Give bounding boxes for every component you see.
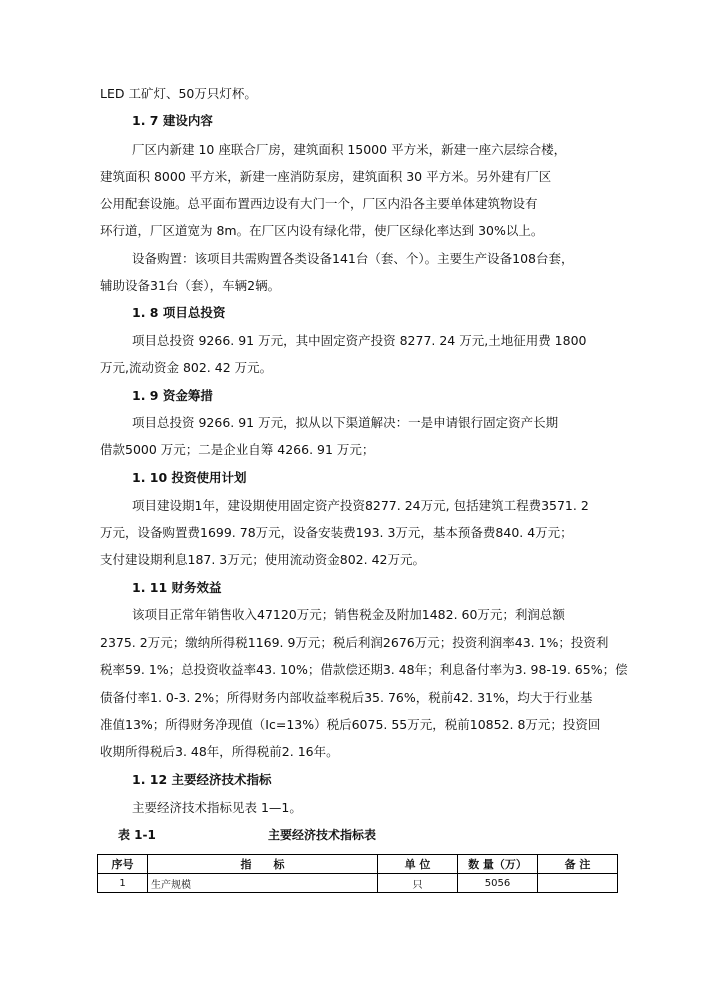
- body-line: 万元，设备购置费1699. 78万元，设备安装费193. 3万元，基本预备费840. 4万元；: [100, 525, 573, 540]
- body-line: 支付建设期利息187. 3万元；使用流动资金802. 42万元。: [100, 552, 425, 567]
- cell-index: 1: [98, 874, 148, 893]
- cell-unit: 只: [378, 874, 458, 893]
- section-heading: 1. 8 项目总投资: [132, 305, 226, 320]
- section-heading: 1. 9 资金筹措: [132, 388, 213, 403]
- body-line: 准值13%；所得财务净现值（Ic=13%）税后6075. 55万元，税前10852. 8万元；投资回: [100, 717, 601, 732]
- body-line: 公用配套设施。总平面布置西边设有大门一个，厂区内沿各主要单体建筑物设有: [100, 196, 538, 211]
- body-line: LED 工矿灯、50万只灯杯。: [100, 86, 257, 101]
- body-line: 辅助设备31台（套），车辆2辆。: [100, 278, 281, 293]
- body-line: 厂区内新建 10 座联合厂房，建筑面积 15000 平方米，新建一座六层综合楼，: [132, 142, 567, 157]
- body-line: 该项目正常年销售收入47120万元；销售税金及附加1482. 60万元；利润总额: [132, 607, 565, 622]
- body-line: 万元,流动资金 802. 42 万元。: [100, 360, 273, 375]
- section-heading: 1. 10 投资使用计划: [132, 470, 247, 485]
- col-header-indicator: 指 标: [148, 855, 378, 874]
- col-header-unit: 单 位: [378, 855, 458, 874]
- section-heading: 1. 7 建设内容: [132, 113, 213, 128]
- col-header-remark: 备 注: [538, 855, 618, 874]
- col-header-quantity: 数 量（万）: [458, 855, 538, 874]
- table-header-row: [98, 855, 618, 874]
- section-heading: 1. 11 财务效益: [132, 580, 222, 595]
- body-line: 债备付率1. 0-3. 2%；所得财务内部收益率税后35. 76%，税前42. 31%，均大于行业基: [100, 690, 593, 705]
- section-heading: 1. 12 主要经济技术指标: [132, 772, 272, 787]
- body-line: 项目建设期1年，建设期使用固定资产投资8277. 24万元, 包括建筑工程费3571. 2: [132, 498, 589, 513]
- body-line: 环行道，厂区道宽为 8m。在厂区内设有绿化带，使厂区绿化率达到 30%以上。: [100, 223, 544, 238]
- table-row: [98, 874, 618, 893]
- body-line: 建筑面积 8000 平方米，新建一座消防泵房，建筑面积 30 平方米。另外建有厂区: [100, 169, 552, 184]
- body-line: 借款5000 万元；二是企业自筹 4266. 91 万元；: [100, 442, 375, 457]
- body-line: 2375. 2万元；缴纳所得税1169. 9万元；税后利润2676万元；投资利润率43. 1%；投资利: [100, 635, 609, 650]
- body-line: 设备购置：该项目共需购置各类设备141台（套、个）。主要生产设备108台套，: [132, 251, 574, 266]
- cell-quantity: 5056: [458, 874, 538, 893]
- table-title: 主要经济技术指标表: [268, 828, 377, 842]
- body-line: 主要经济技术指标见表 1—1。: [132, 800, 302, 815]
- body-line: 项目总投资 9266. 91 万元，拟从以下渠道解决：一是申请银行固定资产长期: [132, 415, 559, 430]
- body-line: 项目总投资 9266. 91 万元，其中固定资产投资 8277. 24 万元,土地征用费 1800: [132, 333, 587, 348]
- indicator-table: [97, 854, 618, 893]
- body-line: 收期所得税后3. 48年，所得税前2. 16年。: [100, 744, 339, 759]
- cell-indicator: 生产规模: [148, 874, 378, 893]
- col-header-index: 序号: [98, 855, 148, 874]
- body-line: 税率59. 1%；总投资收益率43. 10%；借款偿还期3. 48年；利息备付率为3. 98-19. 65%；偿: [100, 662, 628, 677]
- table-number: 表 1-1: [118, 828, 156, 842]
- cell-remark: [538, 874, 618, 893]
